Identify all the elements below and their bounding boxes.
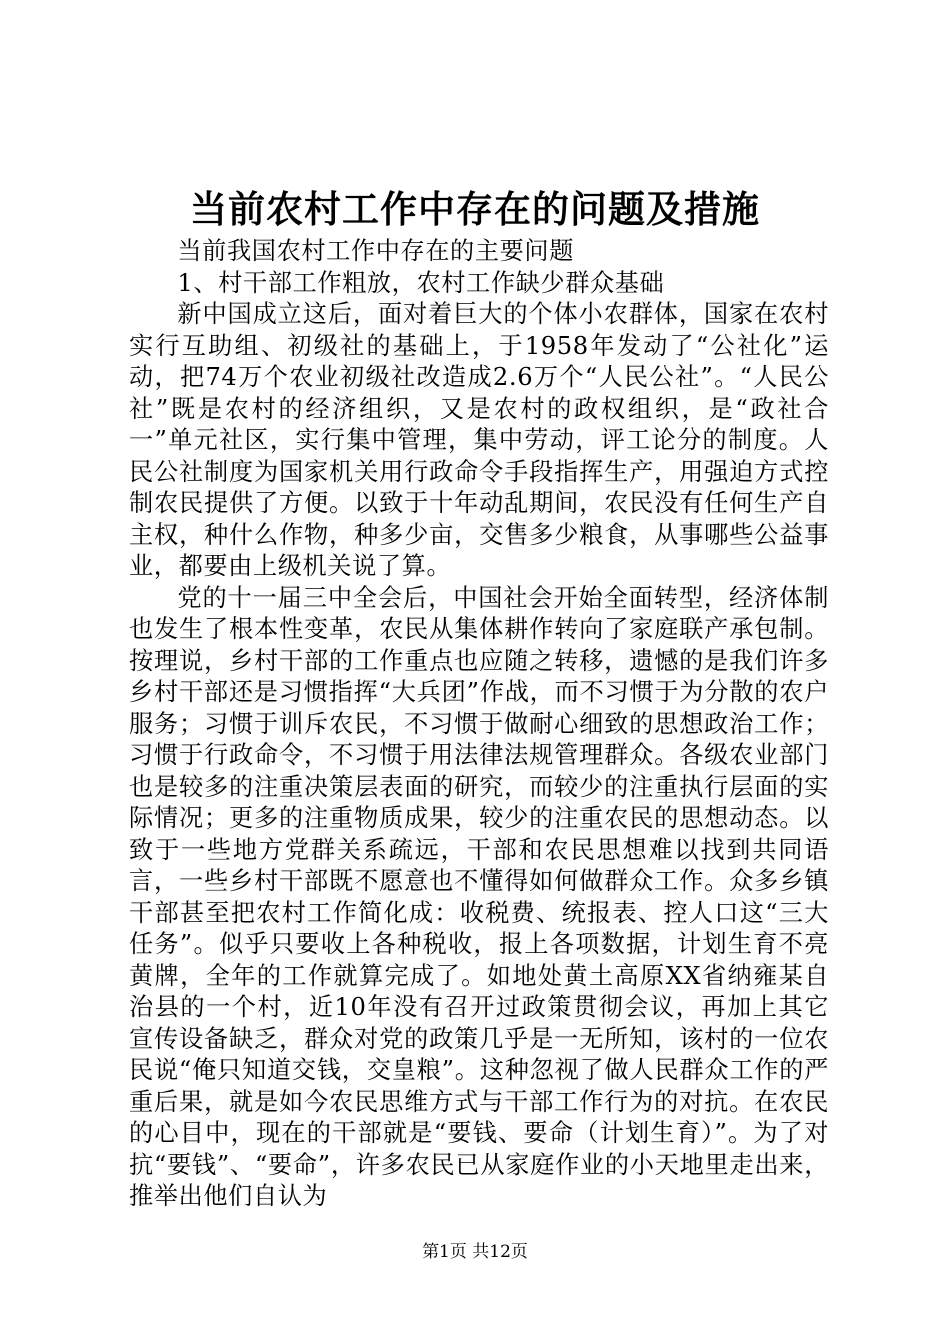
section-heading: 当前我国农村工作中存在的主要问题 xyxy=(177,237,574,265)
page-footer: 第1页 共12页 xyxy=(422,1242,528,1262)
body-paragraph: 新中国成立这后，面对着巨大的个体小农群体，国家在农村实行互助组、初级社的基础上，于1958年发动了“公社化”运动，把74万个农业初级社改造成2.6万个“人民公社”。“人民公社”既是农村的经济组织，又是农村的政权组织，是“政社合一”单元社区，实行集中管理，集中劳动，评工论分的制度。人民公社制度为国家机关用行政命令手段指挥生产，用强迫方式控制农民提供了方便。以致于十年动乱期间，农民没有任何生产自主权，种什么作物，种多少亩，交售多少粮食，从事哪些公益事业，都要由上级机关说了算。 xyxy=(129,300,829,580)
body-paragraph: 党的十一届三中全会后，中国社会开始全面转型，经济体制也发生了根本性变革，农民从集体耕作转向了家庭联产承包制。按理说，乡村干部的工作重点也应随之转移，遗憾的是我们许多乡村干部还是习惯指挥“大兵团”作战，而不习惯于为分散的农户服务；习惯于训斥农民，不习惯于做耐心细致的思想政治工作；习惯于行政命令，不习惯于用法律法规管理群众。各级农业部门也是较多的注重决策层表面的研究，而较少的注重执行层面的实际情况；更多的注重物质成果，较少的注重农民的思想动态。以致于一些地方党群关系疏远，干部和农民思想难以找到共同语言，一些乡村干部既不愿意也不懂得如何做群众工作。众多乡镇干部甚至把农村工作简化成：收税费、统报表、控人口这“三大任务”。似乎只要收上各种税收，报上各项数据，计划生育不亮黄牌，全年的工作就算完成了。如地处黄土高原XX省纳雍某自治县的一个村，近10年没有召开过政策贯彻会议，再加上其它宣传设备缺乏，群众对党的政策几乎是一无所知，该村的一位农民说“俺只知道交钱，交皇粮”。这种忽视了做人民群众工作的严重后果，就是如今农民思维方式与干部工作行为的对抗。在农民的心目中，现在的干部就是“要钱、要命（计划生育）”。为了对抗“要钱”、“要命”，许多农民已从家庭作业的小天地里走出来，推举出他们自认为 xyxy=(129,583,829,1210)
document-body xyxy=(129,236,829,1213)
subsection-heading: 1、村干部工作粗放，农村工作缺少群众基础 xyxy=(177,268,665,297)
document-title: 当前农村工作中存在的问题及措施 xyxy=(190,187,760,231)
